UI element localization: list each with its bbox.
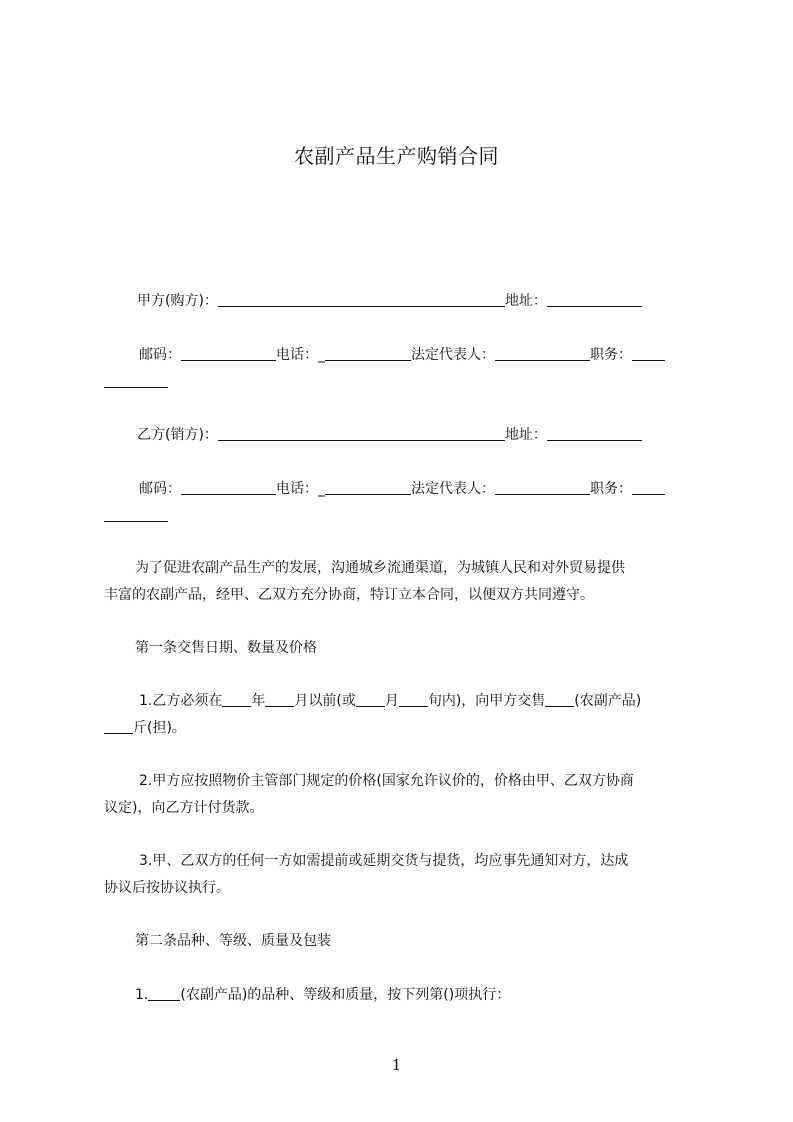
a2-i1-part-1: 1. [135,987,149,1003]
alt-month-blank [356,692,385,707]
party-b-label: 乙方(销方)： [137,427,218,443]
party-b-contact-line [139,479,665,499]
a1-i1-part-6: (农副产品) [574,693,642,709]
party-b-position-blank [632,480,665,495]
year-blank [222,692,251,707]
a1-i1-part-5: 旬内)，向甲方交售 [427,693,546,709]
party-b-postcode-label: 邮码： [139,481,181,497]
page-number: 1 [391,1056,402,1074]
party-a-rep-label: 法定代表人： [411,347,495,363]
product-blank [545,692,574,707]
a1-i1-part-1: 1.乙方必须在 [139,693,223,709]
party-b-address-blank [547,426,642,441]
a2-product-blank [148,986,180,1001]
article-1-item-2-line-2: 议定)，向乙方计付货款。 [104,800,264,816]
party-b-line [137,425,642,445]
a1-i1-part-4: 月 [384,693,399,709]
preamble-line-2: 丰富的农副产品，经甲、乙双方充分协商，特订立本合同，以便双方共同遵守。 [104,587,594,603]
period-blank [399,692,428,707]
party-b-name-blank [218,426,505,441]
party-b-position-label: 职务： [590,481,632,497]
article-1-heading: 第一条交售日期、数量及价格 [135,640,317,656]
article-1-item-2-line-1: 2.甲方应按照物价主管部门规定的价格(国家允许议价的，价格由甲、乙双方协商 [139,773,634,789]
party-a-position-blank-cont [104,373,168,388]
party-b-postcode-blank [181,480,276,495]
party-b-rep-label: 法定代表人： [411,481,495,497]
party-a-postcode-blank [181,346,276,361]
party-a-postcode-label: 邮码： [139,347,181,363]
party-a-name-blank [218,292,505,307]
party-b-phone-blank [325,480,411,495]
party-b-contact-line-2 [104,506,168,526]
party-a-position-label: 职务： [590,347,632,363]
party-b-address-label: 地址： [504,427,547,443]
a2-i1-part-2: (农副产品)的品种、等级和质量，按下列第()项执行： [180,987,511,1003]
party-a-address-blank [547,292,642,307]
party-a-contact-line [139,345,665,365]
article-2-item-1 [135,985,510,1005]
party-b-phone-prefix: _ [318,481,325,497]
party-a-rep-blank [495,346,590,361]
party-b-rep-blank [495,480,590,495]
a1-i1-part-3: 月以前(或 [294,693,356,709]
party-a-position-blank [632,346,665,361]
article-1-item-3-line-2: 协议后按协议执行。 [104,880,230,896]
preamble-line-1: 为了促进农副产品生产的发展，沟通城乡流通渠道，为城镇人民和对外贸易提供 [135,560,625,576]
party-a-phone-prefix: _ [318,347,325,363]
article-1-item-3-line-1: 3.甲、乙双方的任何一方如需提前或延期交货与提货，均应事先通知对方，达成 [139,853,629,869]
article-1-item-1-cont [104,718,186,738]
party-a-line [137,291,642,311]
party-a-label: 甲方(购方)： [137,293,218,309]
party-b-position-blank-cont [104,507,168,522]
article-2-heading: 第二条品种、等级、质量及包装 [135,933,331,949]
party-a-phone-label: 电话： [276,347,318,363]
a1-i1-part-2: 年 [251,693,266,709]
party-a-phone-blank [325,346,411,361]
article-1-item-1 [139,691,641,711]
document-title: 农副产品生产购销合同 [294,144,499,168]
party-a-address-label: 地址： [504,293,547,309]
party-a-contact-line-2 [104,372,168,392]
party-b-phone-label: 电话： [276,481,318,497]
month-blank [265,692,294,707]
quantity-blank [104,719,133,734]
a1-i1-part-7: 斤(担)。 [133,720,186,736]
